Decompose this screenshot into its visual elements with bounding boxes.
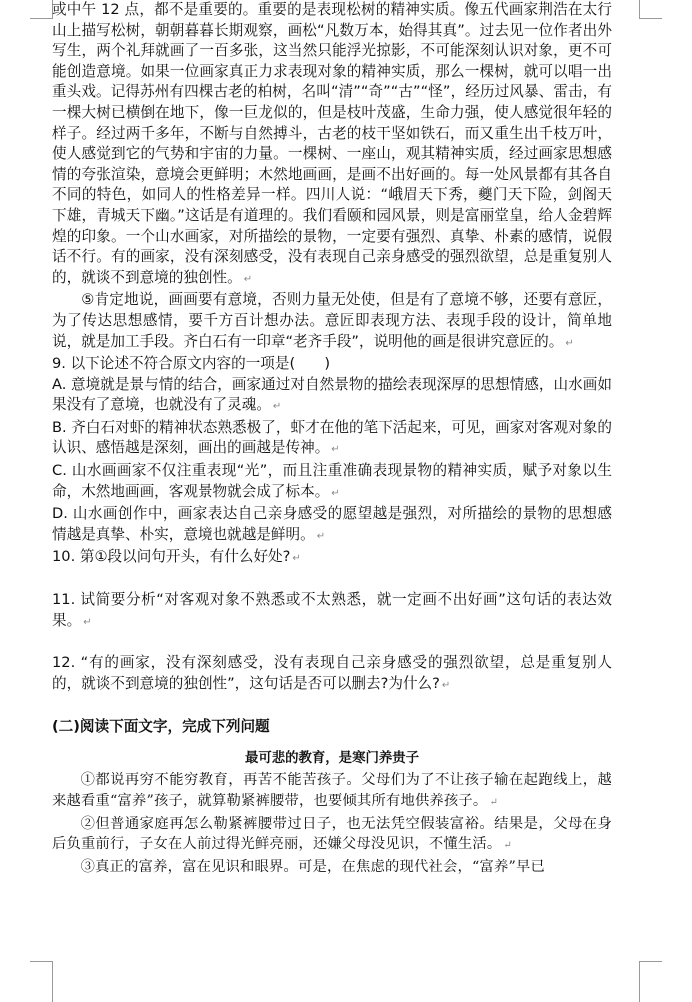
paragraph-mark-icon: ↵: [565, 337, 574, 349]
question-9-option-b: B. 齐白石对虾的精神状态熟悉极了，虾才在他的笔下活起来，可见，画家对客观对象的认识、感悟越是深刻，画出的画越是传神。 ↵: [52, 418, 612, 457]
article-title: 最可悲的教育，是寒门养贵子: [244, 751, 420, 767]
question-9-option-d: D. 山水画创作中，画家表达自己亲身感受的愿望越是强烈，对所描绘的景物的思想感情越是真挚、朴实，意境也就越是鲜明。 ↵: [52, 505, 612, 543]
question-12: 12. “有的画家，没有深刻感受，没有表现自己亲身感受的强烈欲望，总是重复别人的，就谈不到意境的独创性”，这句话是否可以删去?为什么? ↵: [52, 654, 612, 692]
answer-space: [52, 570, 612, 590]
crop-mark-top-left: [30, 0, 53, 19]
answer-space: [52, 696, 612, 716]
spacer: [52, 738, 612, 744]
paragraph-mark-icon: ↵: [292, 553, 301, 565]
article-paragraph-3: ③真正的富养，富在见识和眼界。可是，在焦虑的现代社会，“富养”早已: [80, 858, 546, 875]
paragraph-mark-icon: ↵: [316, 530, 326, 542]
passage-paragraph-continued: 或中午 12 点，都不是重要的。重要的是表现松树的精神实质。像五代画家荆浩在太行山上描写松树，朝朝暮暮长期观察，画松“凡数万本，始得其真”。过去见一位作者出外写生，两个礼拜就画了一百多张，这当然只能浮光掠影，不可能深刻认识对象，更不可能创造意境。如果一位画家真正力求表现对象的精神实质，那么一棵树，就可以唱一出重头戏。记得苏州有四棵古老的柏树，名叫“清”“奇”“古”“怪”，经历过风暴、雷击，有一棵大树已横倒在地下，像一巨龙似的，但是枝叶茂盛，生命力强，使人感觉很年轻的样子。经过两千多年，不断与自然搏斗，古老的枝干坚如铁石，而又重生出千枝万叶，使人感觉到它的气势和宇宙的力量。一棵树、一座山，观其精神实质，经过画家思想感情的夸张渲染，意境会更鲜明；木然地画画，是画不出好画的。每一处风景都有其各自不同的特色，如同人的性格差异一样。四川人说：“峨眉天下秀，夔门天下险，剑阁天下雄，青城天下幽。”这话是有道理的。我们看颐和园风景，则是富丽堂皇，给人金碧辉煌的印象。一个山水画家，对所描绘的景物，一定要有强烈、真挚、朴素的感情，说假话不行。有的画家，没有深刻感受，没有表现自己亲身感受的强烈欲望，总是重复别人的，就谈不到意境的独创性。 ↵: [52, 1, 612, 286]
answer-space: [52, 633, 612, 653]
section-2-heading: (二)阅读下面文字，完成下列问题: [52, 718, 270, 736]
paragraph-mark-icon: ↵: [331, 444, 340, 456]
paragraph-mark-icon: ↵: [331, 487, 340, 499]
passage-paragraph-5: ⑤肯定地说，画画要有意境，否则力量无处使，但是有了意境不够，还要有意匠，为了传达思想感情，要千方百计想办法。意匠即表现方法、表现手段的设计，简单地说，就是加工手段。齐白石有一印章“老齐手段”，说明他的画是很讲究意匠的。 ↵: [52, 291, 612, 350]
question-10: 10. 第①段以问句开头，有什么好处? ↵: [52, 548, 301, 566]
crop-mark-bottom-left: [30, 961, 53, 1002]
document-body: [52, 0, 612, 877]
question-9-option-a: A. 意境就是景与情的结合，画家通过对自然景物的描绘表现深厚的思想情感，山水画如果没有了意境，也就没有了灵魂。 ↵: [52, 375, 612, 414]
question-11: 11. 试简要分析“对客观对象不熟悉或不太熟悉，就一定画不出好画”这句话的表达效果。 ↵: [52, 591, 612, 629]
question-9: 9. 以下论述不符合原文内容的一项是( ): [52, 355, 331, 373]
paragraph-mark-icon: ↵: [272, 401, 282, 413]
paragraph-mark-icon: ↵: [441, 679, 451, 691]
paragraph-mark-icon: ↵: [83, 616, 92, 628]
paragraph-mark-icon: ↵: [503, 840, 512, 852]
paragraph-mark-icon: ↵: [243, 273, 253, 285]
article-paragraph-1: ①都说再穷不能穷教育，再苦不能苦孩子。父母们为了不让孩子输在起跑线上，越来越看重“富养”孩子，就算勒紧裤腰带，也要倾其所有地供养孩子。 ↵: [52, 772, 612, 809]
question-9-option-c: C. 山水画画家不仅注重表现“光”，而且注重准确表现景物的精神实质，赋予对象以生命，木然地画画，客观景物就会成了标本。 ↵: [52, 462, 612, 500]
crop-mark-top-right: [639, 0, 662, 19]
paragraph-mark-icon: ↵: [489, 797, 499, 808]
crop-mark-bottom-right: [639, 961, 662, 1002]
article-paragraph-2: ②但普通家庭再怎么勒紧裤腰带过日子，也无法凭空假装富裕。结果是，父母在身后负重前行，子女在人前过得光鲜亮丽，还嫌父母没见识，不懂生活。 ↵: [52, 815, 612, 853]
